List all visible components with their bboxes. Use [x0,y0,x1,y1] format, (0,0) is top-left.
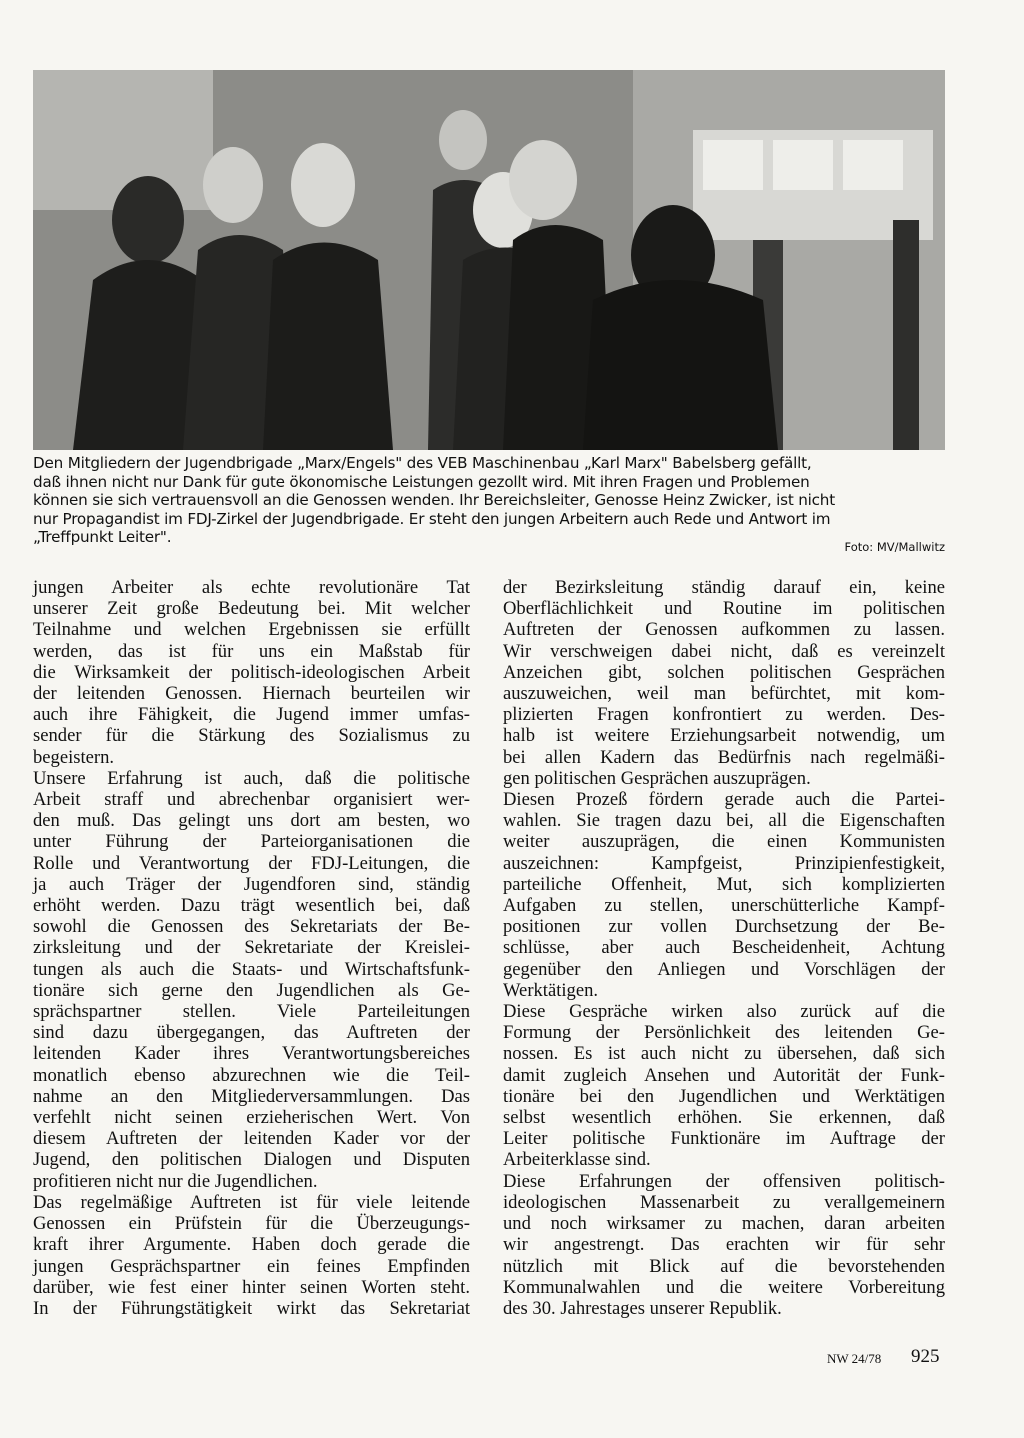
text-line: monatlich ebenso abzurechnen wie die Teil- [33,1064,470,1086]
text-line: tionäre sich gerne den Jugendlichen als Ge- [33,979,470,1001]
text-line: Auftreten der Genossen aufkommen zu lassen. [503,619,945,641]
text-line: kraft ihrer Argumente. Haben doch gerade die [33,1234,470,1256]
text-line: Jugend, den politischen Dialogen und Disputen [33,1149,470,1171]
text-line: Rolle und Verantwortung der FDJ-Leitungen, die [33,852,470,874]
text-line: Formung der Persönlichkeit des leitenden Ge- [503,1022,945,1044]
text-line: auch ihre Fähigkeit, die Jugend immer umfas- [33,704,470,726]
text-line: Wir verschweigen dabei nicht, daß es vereinzelt [503,640,945,662]
text-line: tungen als auch die Staats- und Wirtschaftsfunk- [33,958,470,980]
text-line: ja auch Träger der Jugendforen sind, ständig [33,873,470,895]
caption-line: „Treffpunkt Leiter". [33,528,172,547]
text-line: der Bezirksleitung ständig darauf ein, keine [503,577,945,598]
text-line: nützlich mit Blick auf die bevorstehenden [503,1255,945,1277]
text-line: Das regelmäßige Auftreten ist für viele leitende [33,1191,470,1213]
text-line: diesem Auftreten der leitenden Kader vor der [33,1128,470,1150]
left-column [33,577,470,1319]
text-line: der leitenden Genossen. Hiernach beurteilen wir [33,683,470,705]
text-line: Diese Gespräche wirken also zurück auf die [503,1001,945,1023]
text-line: verfehlt nicht seinen erzieherischen Wert. Von [33,1107,470,1129]
text-line: zirksleitung und der Sekretariate der Kreislei- [33,937,470,959]
caption-line: Den Mitgliedern der Jugendbrigade „Marx/Engels" des VEB Maschinenbau „Karl Marx" Babelsberg gefällt, [33,454,812,472]
text-line: Kommunalwahlen und die weitere Vorbereitung [503,1276,945,1298]
text-line: und noch wirksamer zu machen, daran arbeiten [503,1213,945,1235]
photo-illustration [33,70,945,450]
caption-line: nur Propagandist im FDJ-Zirkel der Jugendbrigade. Er steht den jungen Arbeitern auch Rede und Antwort im [33,509,831,528]
caption-line: können sie sich vertrauensvoll an die Genossen wenden. Ihr Bereichsleiter, Genosse Heinz Zwicker, ist nicht [33,491,835,510]
text-line: Unsere Erfahrung ist auch, daß die politische [33,767,470,789]
text-line: nahme an den Mitgliederversammlungen. Das [33,1085,470,1107]
text-line: auszuweichen, weil man befürchtet, mit kom- [503,683,945,705]
text-line: plizierten Fragen konfrontiert zu werden. Des- [503,704,945,726]
text-line: sind dazu übergegangen, das Auftreten der [33,1022,470,1044]
text-line: Arbeiterklasse sind. [503,1149,651,1171]
text-line: nossen. Es ist auch nicht zu übersehen, daß sich [503,1043,945,1065]
photo-credit: Foto: MV/Mallwitz [844,540,945,554]
text-line: gen politischen Gesprächen auszuprägen. [503,767,811,789]
caption-line: daß ihnen nicht nur Dank für gute ökonomische Leistungen gezollt wird. Mit ihren Fragen und Problemen [33,472,810,491]
photo-caption [33,454,945,547]
text-line: erhöht werden. Dazu trägt wesentlich bei, daß [33,895,470,917]
text-line: Aufgaben zu stellen, unerschütterliche Kampf- [503,895,945,917]
text-line: Werktätigen. [503,979,599,1001]
text-line: Genossen ein Prüfstein für die Überzeugungs- [33,1213,470,1235]
text-line: wahlen. Sie tragen dazu bei, all die Eigenschaften [503,810,945,832]
text-line: darüber, wie fest einer hinter seinen Worten steht. [33,1276,470,1298]
text-line: Diesen Prozeß fördern gerade auch die Partei- [503,789,945,811]
text-line: auszeichnen: Kampfgeist, Prinzipienfestigkeit, [503,852,945,874]
text-line: gegenüber den Anliegen und Vorschlägen der [503,958,945,980]
text-line: sowohl die Genossen des Sekretariats der Be- [33,916,470,938]
text-line: die Wirksamkeit der politisch-ideologischen Arbeit [33,661,470,683]
page-number: 925 [911,1346,940,1367]
text-line: Teilnahme und welchen Ergebnissen sie erfüllt [33,619,470,641]
text-line: parteiliche Offenheit, Mut, sich komplizierten [503,873,945,895]
text-line: sprächspartner stellen. Viele Parteileitungen [33,1001,470,1023]
text-line: tionäre bei den Jugendlichen und Werktätigen [503,1085,945,1107]
text-line: leitenden Kader ihres Verantwortungsbereiches [33,1043,470,1065]
brigade-photo [33,70,945,450]
text-line: wir angestrengt. Das erachten wir für sehr [503,1234,945,1256]
text-line: positionen zur vollen Durchsetzung der Be- [503,916,945,938]
text-line: sender für die Stärkung des Sozialismus zu [33,725,470,747]
text-line: selbst wesentlich erhöhen. Sie erkennen, daß [503,1107,945,1129]
text-line: Oberflächlichkeit und Routine im politischen [503,598,945,620]
text-line: jungen Arbeiter als echte revolutionäre Tat [33,577,470,598]
text-line: des 30. Jahrestages unserer Republik. [503,1297,782,1319]
text-line: Arbeit straff und abrechenbar organisiert wer- [33,789,470,811]
text-line: den muß. Das gelingt uns dort am besten, wo [33,810,470,832]
text-line: profitieren nicht nur die Jugendlichen. [33,1170,318,1192]
text-line: In der Führungstätigkeit wirkt das Sekretariat [33,1297,470,1319]
text-line: unserer Zeit große Bedeutung bei. Mit welcher [33,598,470,620]
text-line: begeistern. [33,746,115,768]
text-line: bei allen Kadern das Bedürfnis nach regelmäßi- [503,746,945,768]
text-line: weiter auszuprägen, die einen Kommunisten [503,831,945,853]
text-line: ideologischen Massenarbeit zu verallgemeinern [503,1191,945,1213]
text-line: damit zugleich Ansehen und Autorität der Funk- [503,1064,945,1086]
text-line: Diese Erfahrungen der offensiven politisch- [503,1170,945,1192]
text-line: halb ist weitere Erziehungsarbeit notwendig, um [503,725,945,747]
text-line: Leiter politische Funktionäre im Auftrage der [503,1128,945,1150]
issue-number: NW 24/78 [827,1351,882,1366]
text-line: werden, das ist für uns ein Maßstab für [33,640,470,662]
text-line: unter Führung der Parteiorganisationen die [33,831,470,853]
right-column [503,577,945,1319]
text-line: Anzeichen gibt, solchen politischen Gesprächen [503,661,945,683]
text-line: schlüsse, aber auch Bescheidenheit, Achtung [503,937,945,959]
text-line: jungen Gesprächspartner ein feines Empfinden [33,1255,470,1277]
